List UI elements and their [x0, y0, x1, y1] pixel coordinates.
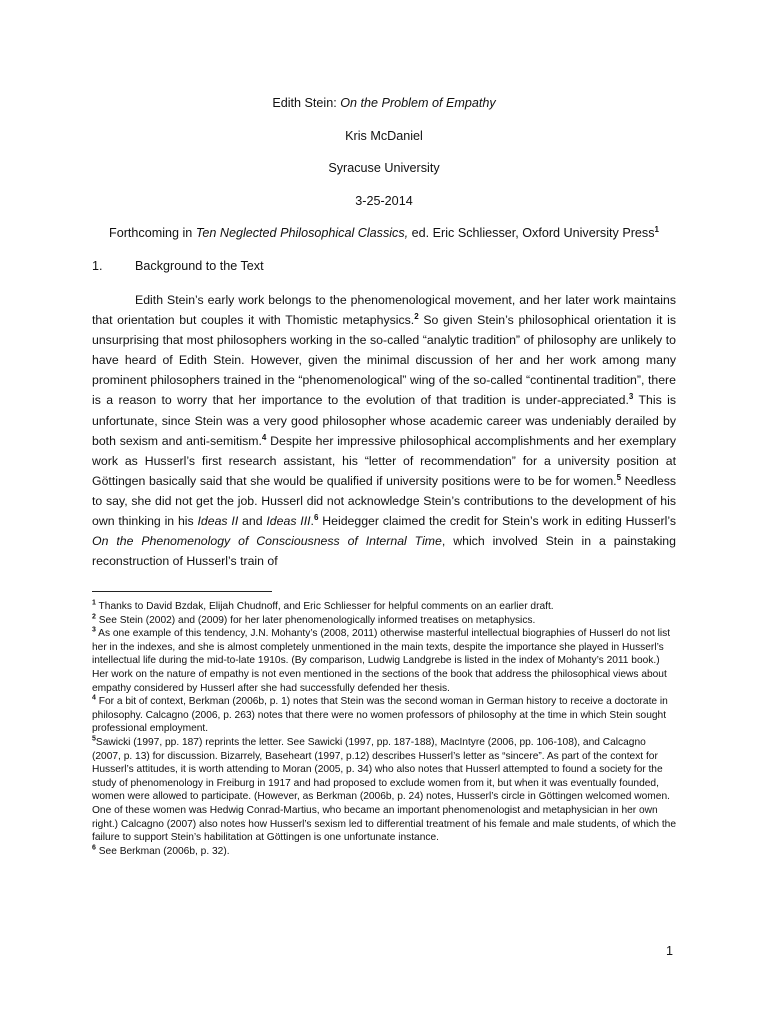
footnote: $^1$ Thanks to David Bzdak, Elijah Chudnoff, and Eric Schliesser for helpful comments on an earlier draft. [92, 599, 554, 612]
affiliation: Syracuse University [328, 161, 440, 175]
section-number: 1. [92, 259, 103, 273]
footnote-ref: 5 [616, 472, 622, 482]
footnote: $^2$ See Stein (2002) and (2009) for her later phenomenologically informed treatises on metaphysics. [92, 613, 536, 626]
section-title: Background to the Text [135, 259, 264, 273]
footnote: $^4$ For a bit of context, Berkman (2006b, p. 1) notes that Stein was the second woman in German history to receive a doctorate in philosophy. Calcagno (2006, p. 263) notes that there were no women professors of philosophy at the time in which Stein sought professional employment. [92, 694, 668, 735]
footnote-separator [92, 591, 272, 592]
publication-note: Forthcoming in Ten Neglected Philosophical Classics, ed. Eric Schliesser, Oxford University Press$^1$ [109, 224, 659, 240]
footnote-ref: 1 [654, 224, 659, 234]
title-work: On the Problem of Empathy [340, 96, 496, 110]
footnote: $^6$ See Berkman (2006b, p. 32). [92, 844, 230, 857]
title-author: Edith Stein: [272, 96, 337, 110]
footnote: $^3$ As one example of this tendency, J.N. Mohanty’s (2008, 2011) otherwise masterful intellectual biographies of Husserl do not list her in the indexes, and she is almost completely unmentioned in the main texts, despite the importance she played in Husserl’s intellectual life during the mid-to-late 1910s. (By comparison, Ludwig Landgrebe is listed in the index of Mohanty’s 2011 book.) Her work on the nature of empathy is not even mentioned in the sections of the book that address the philosophical views about empathy considered by Husserl after she had successfully defended her thesis. [92, 626, 671, 694]
page-number: 1 [666, 944, 674, 958]
book-title: Ten Neglected Philosophical Classics, [195, 226, 409, 240]
author-name: Kris McDaniel [345, 129, 423, 143]
section-heading [92, 259, 264, 273]
date: 3-25-2014 [355, 194, 413, 208]
footnote-ref: 2 [414, 312, 419, 321]
footnote: $^5$Sawicki (1997, pp. 187) reprints the letter. See Sawicki (1997, pp. 187-188), MacIntyre (2006, pp. 106-108), and Calcagno (2007, p. 13) for discussion. Bizarrely, Baseheart (1997, p.12) describes Husserl’s letter as “sincere”. As part of the context for Husserl’s attitudes, it is worth attending to Moran (2005, p. 34) who also notes that Husserl attempted to found a society for the study of phenomenology in Freiburg in 1917 and had proposed to exclude women from it, but when it was eventually founded, women were allowed to participate. (However, as Berkman (2006b, p. 24) notes, Husserl’s circle in Göttingen welcomed women. One of these women was Hedwig Conrad-Martius, who became an important phenomenologist and metaphysician in her own right.) Calcagno (2007) also notes how Husserl’s sexism led to differential treatment of his female and male students, of which the failure to support Stein’s habilitation at Göttingen is one unfortunate instance. [92, 735, 677, 844]
body-text [92, 290, 676, 571]
footnote-ref: 3 [628, 392, 634, 402]
footnote-ref: 6 [313, 512, 319, 522]
paragraph: Edith Stein’s early work belongs to the phenomenological movement, and her later work maintains that orientation but couples it with Thomistic metaphysics.$^2$ So given Stein’s philosophical orientation it is unsurprising that most philosophers working in the so-called “analytic tradition” of philosophy are unlikely to have heard of Edith Stein. However, given the minimal discussion of her and her work among many prominent philosophers trained in the “phenomenological” wing of the so-called “continental tradition”, there is a reason to worry that her importance to the evolution of that tradition is under-appreciated.$^3$ This is unfortunate, since Stein was a very good philosopher whose academic career was undeniably derailed by both sexism and anti-semitism.$^4$ Despite her impressive philosophical accomplishments and her exemplary work as Husserl’s first research assistant, his “letter of recommendation” for a university position at Göttingen basically said that she would be qualified if university positions were to be for women.$^5$ Needless to say, she did not get the job. Husserl did not acknowledge Stein’s contributions to the development of his own thinking in his Ideas II and Ideas III.$^6$ Heidegger claimed the credit for Stein’s work in editing Husserl’s On the Phenomenology of Consciousness of Internal Time, which involved Stein in a painstaking reconstruction of Husserl’s train of [92, 293, 677, 569]
document-title [0, 96, 768, 110]
footnote-ref: 4 [261, 432, 267, 442]
footnotes [92, 600, 676, 858]
